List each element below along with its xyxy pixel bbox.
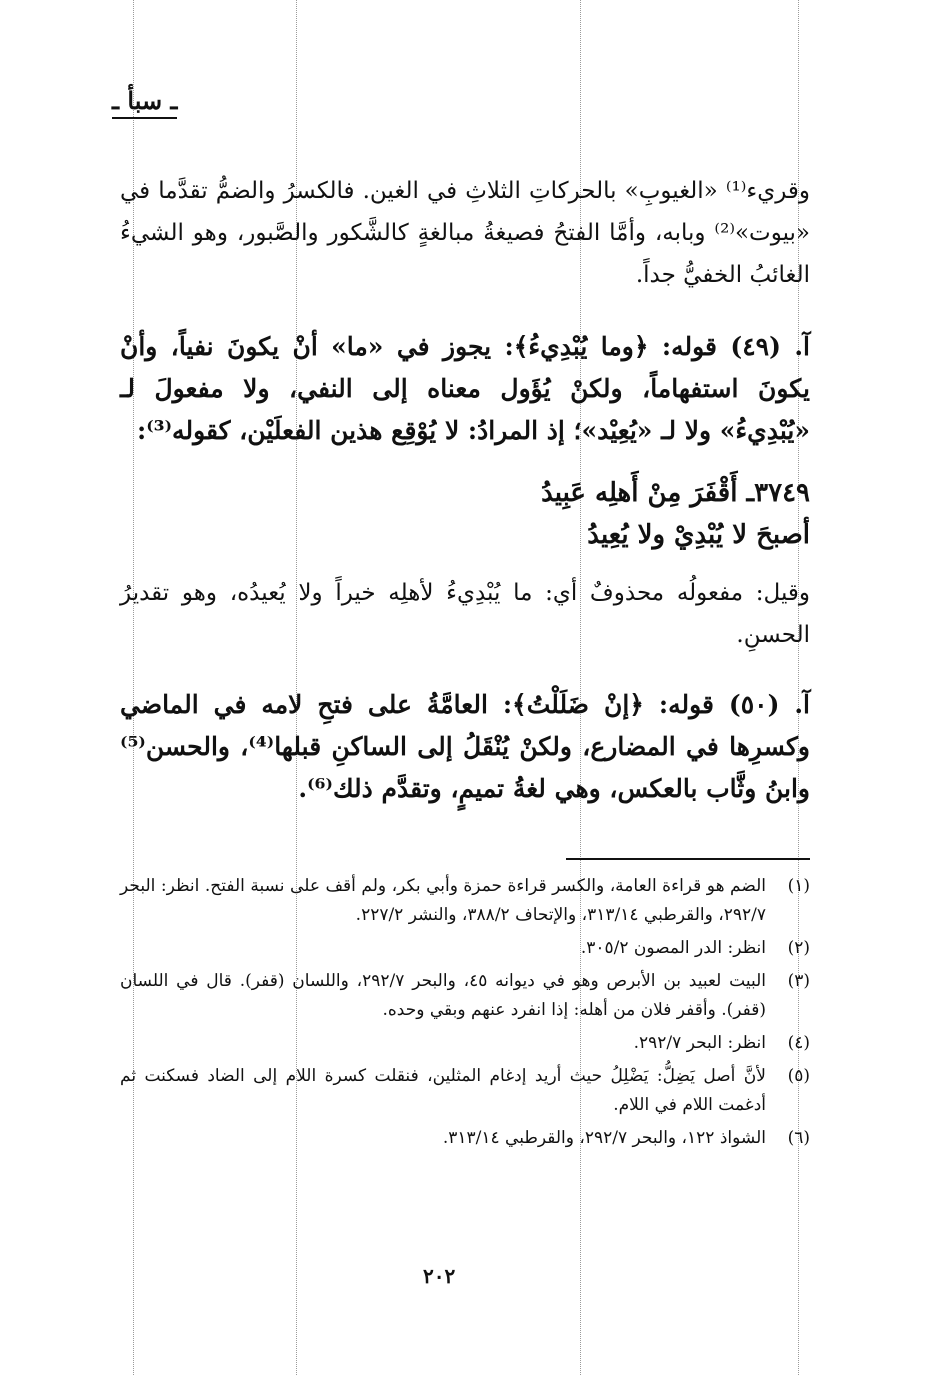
paragraph-verse-50: آ. (٥٠) قوله: ﴿إنْ ضَلَلْتُ﴾: العامَّةُ على فتحِ لامه في الماضي وكسرِها في المضارع، ولكنْ يُنْقَلُ إلى الساكنِ قبلها⁽⁴⁾، والحسن⁽⁵⁾ وابنُ وثَّاب بالعكس، وهي لغةُ تميمٍ، وتقدَّم ذلك⁽⁶⁾. [120, 690, 810, 803]
verse-number: ٣٧٤٩ـ [746, 478, 810, 508]
poetry-line-1 [541, 478, 810, 508]
footnote: (٦) الشواذ ١٢٢، والبحر ٢٩٢/٧، والقرطبي ٣١٣/١٤. [442, 1128, 810, 1148]
footnote-separator [566, 858, 810, 860]
paragraph-1: وقريء⁽¹⁾ «الغيوبِ» بالحركاتِ الثلاثِ في الغين. فالكسرُ والضمُّ تقدَّما في «بيوت»⁽²⁾ وبابه، وأمَّا الفتحُ فصيغةُ مبالغةٍ كالشَّكور والصَّبور، وهو الشيءُ الغائبُ الخفيُّ جداً. [120, 178, 810, 288]
footnotes [120, 872, 810, 1157]
page-number: ٢٠٢ [423, 1264, 456, 1288]
footnote: (٢) انظر: الدر المصون ٣٠٥/٢. [580, 938, 810, 958]
paragraph-3: وقيل: مفعولُه محذوفٌ أي: ما يُبْدِيءُ لأهلِه خيراً ولا يُعيدُه، وهو تقديرُ الحسنِ. [120, 580, 810, 648]
footnote: (٣) البيت لعبيد بن الأبرص وهو في ديوانه ٤٥، والبحر ٢٩٢/٧، واللسان (قفر). قال في اللسان (قفر). وأقفر فلان من أهله: إذا انفرد عنهم وبقي وحده. [120, 971, 810, 1020]
footnote: (١) الضم هو قراءة العامة، والكسر قراءة حمزة وأبي بكر، ولم أقف على نسبة الفتح. انظر: البحر ٢٩٢/٧، والقرطبي ٣١٣/١٤، والإتحاف ٣٨٨/٢، والنشر ٢٢٧/٢. [120, 876, 810, 925]
paragraph-verse-49: آ. (٤٩) قوله: ﴿وما يُبْدِيءُ﴾: يجوز في «ما» أنْ يكونَ نفياً، وأنْ يكونَ استفهاماً، ولكنْ يُؤَول معناه إلى النفي، ولا مفعولَ لـ «يُبْدِيءُ» ولا لـ «يُعِيْد»؛ إذ المرادُ: لا يُوْقِع هذين الفعلَيْن، كقوله⁽³⁾: [120, 332, 810, 445]
poetry-line-2 [587, 520, 810, 550]
footnote: (٥) لأنَّ أصل يَضِلُّ: يَضْلِلُ حيث أريد إدغام المثلين، فنقلت كسرة اللام إلى الضاد فسكنت ثم أدغمت اللام في اللام. [120, 1066, 810, 1115]
running-header: ـ سبأ ـ [112, 86, 177, 119]
footnote: (٤) انظر: البحر ٢٩٢/٧. [633, 1033, 810, 1053]
verse-hemistich-2: أصبحَ لا يُبْدِيْ ولا يُعِيدُ [587, 520, 810, 550]
verse-hemistich-1: أَقْفَرَ مِنْ أَهلِه عَبِيدُ [541, 478, 738, 508]
